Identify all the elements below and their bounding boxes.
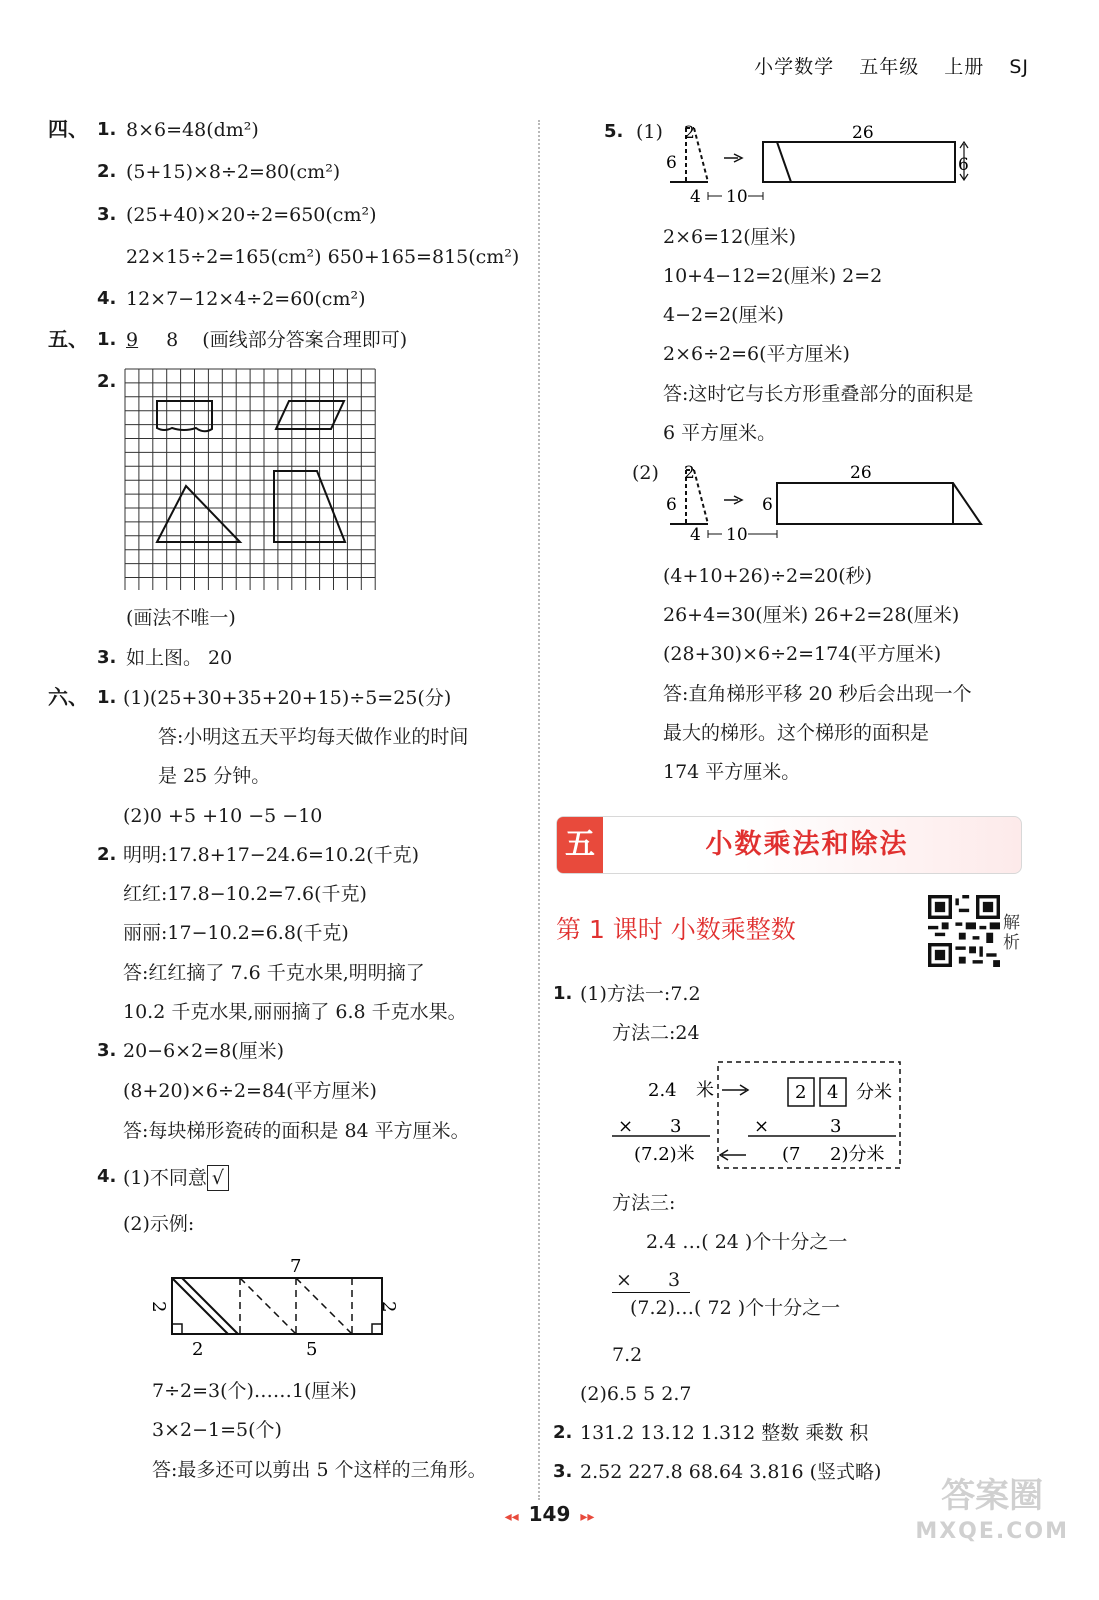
s6-q4-num: 4. — [97, 1166, 117, 1187]
lesson-title: 第 1 课时 小数乘整数 — [556, 915, 796, 944]
s4-q2-num: 2. — [97, 161, 117, 182]
r-q2-answer: 131.2 13.12 1.312 整数 乘数 积 — [580, 1422, 869, 1444]
r-q5-p2-line3: (28+30)×6÷2=174(平方厘米) — [663, 643, 942, 665]
calc-times-1: × — [618, 1116, 634, 1137]
s6-q1-line1: (1)(25+30+35+20+15)÷5=25(分) — [123, 687, 452, 709]
r-q5-p1-line1: 2×6=12(厘米) — [663, 226, 797, 248]
translation-figure-2 — [662, 458, 992, 548]
diagram-label-base2: 5 — [306, 1339, 318, 1360]
fig1-label-gap: 10 — [726, 187, 748, 207]
r-q5-p1-line6: 6 平方厘米。 — [663, 422, 777, 444]
s6-q1-line2: 答:小明这五天平均每天做作业的时间 — [158, 726, 469, 748]
r-q1-line4: 7.2 — [612, 1344, 643, 1366]
calc-digit-1: 2 — [795, 1082, 807, 1103]
s6-q2-num: 2. — [97, 844, 117, 865]
watermark-line2: MXQE.COM — [915, 1519, 1069, 1544]
s6-q2-line5: 10.2 千克水果,丽丽摘了 6.8 千克水果。 — [123, 1001, 467, 1023]
grid-drawing — [124, 368, 376, 590]
s4-q3-answer-line2: 22×15÷2=165(cm²) 650+165=815(cm²) — [126, 246, 520, 268]
fig2-label-height: 6 — [762, 495, 773, 515]
trapezoid-shape — [274, 471, 345, 542]
r-q1-num: 1. — [553, 983, 573, 1004]
section-6-label: 六、 — [48, 685, 88, 709]
page-number-text: 149 — [528, 1502, 571, 1526]
r-q3-answer: 2.52 227.8 68.64 3.816 (竖式略) — [580, 1461, 882, 1483]
r-q1-line1: (1)方法一:7.2 — [580, 983, 701, 1005]
r-q5-p2-line6: 174 平方厘米。 — [663, 761, 801, 783]
column-divider — [538, 120, 540, 1500]
r-q5-num: 5. — [604, 121, 624, 142]
s6-q1-line4: (2)0 +5 +10 −5 −10 — [123, 805, 323, 827]
method3-row2: (7.2)…( 72 )个十分之一 — [630, 1297, 841, 1319]
qr-label: 解析 — [1003, 913, 1020, 953]
page-header — [736, 52, 1029, 79]
method3-times: × — [616, 1269, 632, 1291]
section-5-label: 五、 — [48, 327, 88, 351]
diagram-label-base1: 2 — [192, 1339, 204, 1360]
prev-arrow-icon: ◂◂ — [504, 1509, 519, 1525]
r-q3-num: 3. — [553, 1461, 573, 1482]
header-grade: 五年级 — [859, 56, 920, 78]
r-q1-line3: 方法三: — [612, 1192, 676, 1214]
s6-q4-line1-text: (1)不同意 — [123, 1167, 207, 1189]
calc-result-dm-b: 2)分米 — [830, 1144, 885, 1165]
diagram-label-left: 2 — [148, 1301, 169, 1313]
r-q1-line2: 方法二:24 — [612, 1022, 700, 1044]
fig2-label-bottom: 4 — [690, 525, 701, 545]
r-q5-p2-line5: 最大的梯形。这个梯形的面积是 — [663, 722, 930, 744]
r-q5-p1-line3: 4−2=2(厘米) — [663, 304, 784, 326]
fig2-label-long: 26 — [850, 463, 872, 483]
calc-result-m: (7.2)米 — [634, 1144, 695, 1165]
fig2-label-left: 6 — [666, 495, 677, 515]
qr-code-icon[interactable] — [928, 895, 1000, 967]
fig1-label-height: 6 — [958, 155, 969, 175]
fig1-label-left: 6 — [666, 153, 677, 173]
fig2-label-top: 2 — [684, 463, 695, 483]
s4-q4-num: 4. — [97, 288, 117, 309]
calc-multiplicand: 2.4 — [648, 1080, 677, 1101]
header-subject: 小学数学 — [754, 56, 835, 78]
s6-q2-line2: 红红:17.8−10.2=7.6(千克) — [123, 883, 367, 905]
r-q5-p2-line2: 26+4=30(厘米) 26+2=28(厘米) — [663, 604, 960, 626]
s6-q3-line3: 答:每块梯形瓷砖的面积是 84 平方厘米。 — [123, 1120, 470, 1142]
fig1-label-top: 2 — [684, 123, 695, 143]
s5-q2-note: (画法不唯一) — [126, 607, 236, 629]
s5-q2-num: 2. — [97, 371, 117, 392]
s6-q4-line3: 7÷2=3(个)……1(厘米) — [152, 1380, 357, 1402]
calc-times-2: × — [754, 1116, 770, 1137]
section-4-label: 四、 — [48, 117, 88, 141]
unit-number: 五 — [557, 817, 603, 873]
header-edition: SJ — [1009, 56, 1029, 78]
calc-three-1: 3 — [670, 1116, 682, 1137]
diagram-label-top: 7 — [290, 1256, 302, 1277]
unit-title: 小数乘法和除法 — [705, 829, 909, 860]
next-arrow-icon: ▸▸ — [580, 1509, 595, 1525]
r-q5-p1-line5: 答:这时它与长方形重叠部分的面积是 — [663, 383, 974, 405]
s6-q4-line2: (2)示例: — [123, 1213, 195, 1235]
s6-q4-line1 — [123, 1165, 229, 1191]
calc-three-2: 3 — [830, 1116, 842, 1137]
r-q5-p1-line4: 2×6÷2=6(平方厘米) — [663, 343, 850, 365]
s6-q3-num: 3. — [97, 1040, 117, 1061]
watermark-line1: 答案圈 — [941, 1476, 1044, 1516]
s6-q3-line2: (8+20)×6÷2=84(平方厘米) — [123, 1080, 377, 1102]
method3-three: 3 — [668, 1269, 681, 1291]
calc-result-dm-a: (7 — [782, 1144, 801, 1165]
s6-q2-line4: 答:红红摘了 7.6 千克水果,明明摘了 — [123, 962, 425, 984]
s6-q4-line5: 答:最多还可以剪出 5 个这样的三角形。 — [152, 1459, 487, 1481]
s6-q4-line4: 3×2−1=5(个) — [152, 1419, 282, 1441]
checkbox-checked: √ — [207, 1165, 229, 1191]
s5-q1-answer — [126, 328, 407, 352]
s5-q1-answer-a: 9 — [126, 329, 139, 351]
method3-row1: 2.4 …( 24 )个十分之一 — [646, 1231, 848, 1253]
s5-q1-answer-b: 8 — [166, 329, 179, 351]
r-q5-p2-label: (2) — [632, 462, 659, 484]
r-q2-num: 2. — [553, 1422, 573, 1443]
s5-q3-answer: 如上图。 20 — [126, 647, 233, 669]
diagram-label-right: 2 — [378, 1301, 399, 1313]
s6-q2-line1: 明明:17.8+17−24.6=10.2(千克) — [123, 844, 420, 866]
s6-q1-line3: 是 25 分钟。 — [158, 765, 271, 787]
s6-q2-line3: 丽丽:17−10.2=6.8(千克) — [123, 922, 349, 944]
header-volume: 上册 — [944, 56, 985, 78]
calc-unit-m: 米 — [696, 1080, 714, 1101]
r-q5-p1-line2: 10+4−12=2(厘米) 2=2 — [663, 265, 883, 287]
s5-q3-num: 3. — [97, 647, 117, 668]
watermark-logo — [915, 1478, 1069, 1550]
vertical-calc-method2 — [610, 1058, 906, 1174]
s5-q1-note: (画线部分答案合理即可) — [202, 329, 408, 351]
rounded-rectangle-shape — [157, 401, 212, 431]
cutting-diagram — [148, 1255, 410, 1363]
s4-q1-num: 1. — [97, 119, 117, 140]
r-q5-p2-line1: (4+10+26)÷2=20(秒) — [663, 565, 873, 587]
s4-q3-answer: (25+40)×20÷2=650(cm²) — [126, 204, 377, 226]
fig1-label-bottom: 4 — [690, 187, 701, 207]
s4-q1-answer: 8×6=48(dm²) — [126, 119, 259, 141]
translation-figure-1 — [662, 118, 982, 210]
method3-rule — [612, 1292, 690, 1293]
r-q5-p1-label: (1) — [636, 121, 663, 143]
s4-q4-answer: 12×7−12×4÷2=60(cm²) — [126, 288, 366, 310]
s6-q3-line1: 20−6×2=8(厘米) — [123, 1040, 285, 1062]
s6-q1-num: 1. — [97, 687, 117, 708]
r-q1-line5: (2)6.5 5 2.7 — [580, 1383, 692, 1405]
fig1-label-long: 26 — [852, 123, 874, 143]
s4-q2-answer: (5+15)×8÷2=80(cm²) — [126, 161, 341, 183]
s4-q3-num: 3. — [97, 204, 117, 225]
r-q5-p2-line4: 答:直角梯形平移 20 秒后会出现一个 — [663, 683, 972, 705]
calc-digit-2: 4 — [827, 1082, 839, 1103]
fig2-label-gap: 10 — [726, 525, 748, 545]
unit-banner — [556, 816, 1022, 874]
calc-unit-dm: 分米 — [856, 1082, 892, 1103]
s5-q1-num: 1. — [97, 329, 117, 350]
